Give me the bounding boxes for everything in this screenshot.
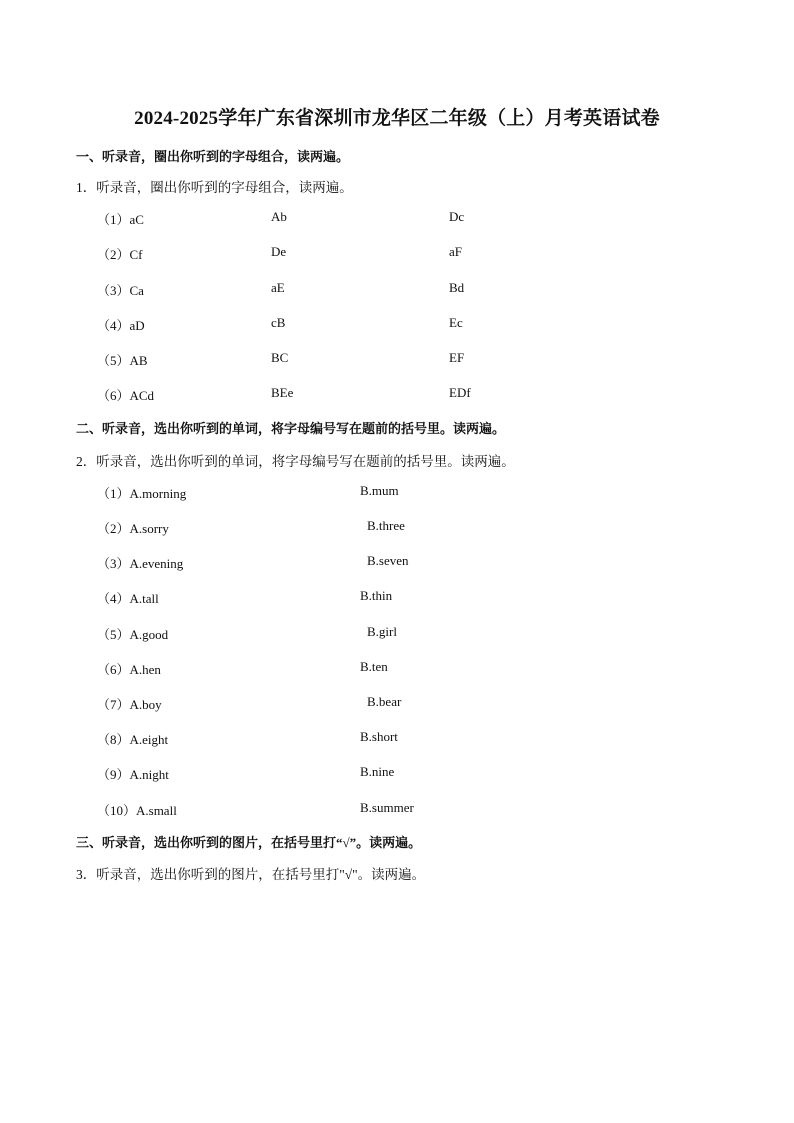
letter-row [0,209,794,229]
word-option-b: B.three [367,518,405,533]
option-b: De [271,244,287,259]
letter-row [0,350,794,370]
page-title: 2024-2025学年广东省深圳市龙华区二年级（上）月考英语试卷 [134,108,660,129]
word-option-b: B.summer [360,800,414,815]
word-option-b: B.mum [360,483,399,498]
option-b: cB [271,315,286,330]
word-row [0,553,794,573]
word-row [0,764,794,784]
word-option-a: （5）A.good [97,627,169,642]
option-c: aF [449,244,462,259]
word-option-a: （10）A.small [97,803,177,818]
option-a: （3）Ca [97,283,144,298]
word-option-a: （3）A.evening [97,556,184,571]
option-c: Ec [449,315,463,330]
word-option-b: B.seven [367,553,409,568]
option-c: Dc [449,209,465,224]
word-option-b: B.short [360,729,398,744]
word-option-a: （1）A.morning [97,486,187,501]
word-row [0,659,794,679]
word-option-b: B.nine [360,764,395,779]
word-row [0,694,794,714]
option-c: Bd [449,280,465,295]
option-a: （6）ACd [97,388,155,403]
section-2-heading: 二、听录音，选出你听到的单词，将字母编号写在题前的括号里。读两遍。 [76,421,506,436]
letter-row [0,280,794,300]
option-b: BEe [271,385,294,400]
letter-row [0,315,794,335]
letter-row [0,244,794,264]
word-option-b: B.ten [360,659,388,674]
question-2: 2．听录音，选出你听到的单词，将字母编号写在题前的括号里。读两遍。 [76,454,515,469]
word-option-a: （9）A.night [97,767,169,782]
letter-row [0,385,794,405]
word-row [0,588,794,608]
word-row [0,518,794,538]
word-row [0,729,794,749]
word-option-a: （6）A.hen [97,662,161,677]
word-option-a: （7）A.boy [97,697,162,712]
option-c: EDf [449,385,471,400]
option-b: aE [271,280,285,295]
question-1: 1．听录音，圈出你听到的字母组合，读两遍。 [76,180,353,195]
word-option-a: （4）A.tall [97,591,159,606]
word-option-b: B.thin [360,588,393,603]
word-option-a: （8）A.eight [97,732,169,747]
word-option-b: B.bear [367,694,402,709]
option-b: BC [271,350,289,365]
word-option-b: B.girl [367,624,397,639]
option-b: Ab [271,209,287,224]
word-row [0,624,794,644]
word-option-a: （2）A.sorry [97,521,169,536]
word-row [0,483,794,503]
option-a: （1）aC [97,212,144,227]
option-a: （4）aD [97,318,145,333]
option-a: （5）AB [97,353,148,368]
option-c: EF [449,350,465,365]
section-1-heading: 一、听录音，圈出你听到的字母组合，读两遍。 [76,149,350,164]
section-3-heading: 三、听录音，选出你听到的图片，在括号里打“√”。读两遍。 [76,835,422,850]
option-a: （2）Cf [97,247,143,262]
word-row [0,800,794,820]
question-3: 3．听录音，选出你听到的图片，在括号里打"√"。读两遍。 [76,867,426,882]
